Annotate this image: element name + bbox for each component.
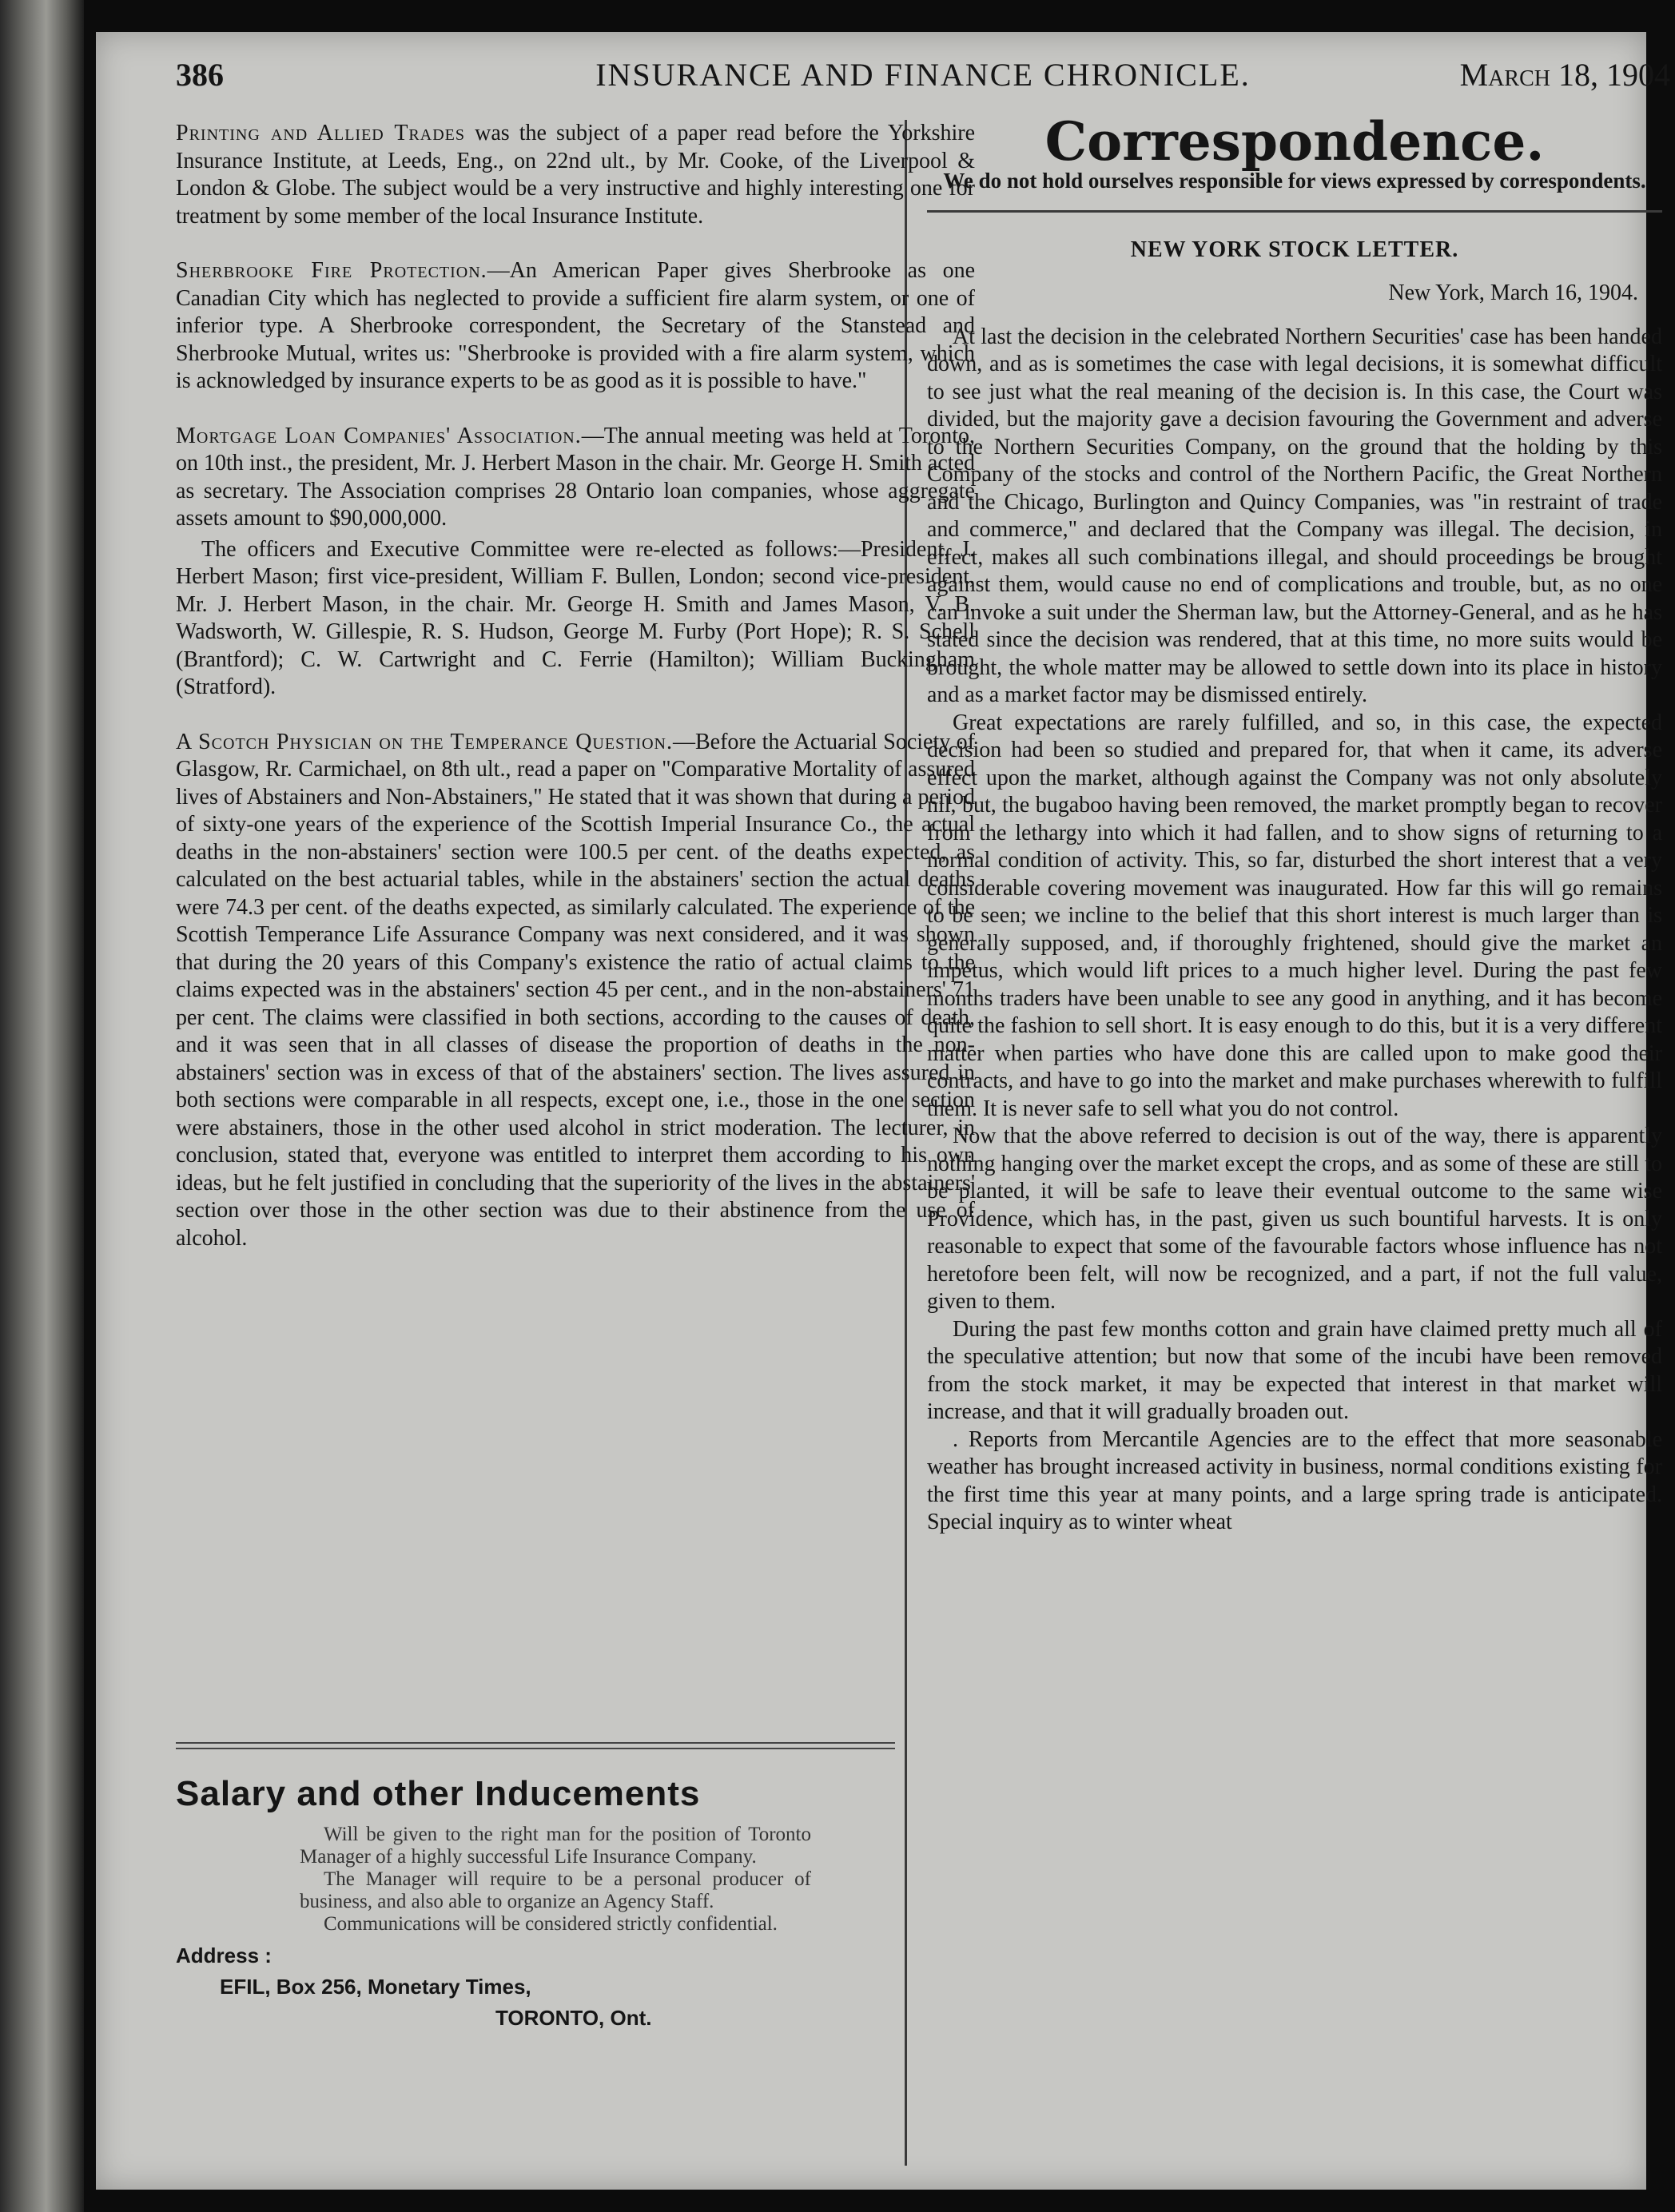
article-printing bbox=[176, 120, 975, 230]
letter-paragraph: Now that the above referred to decision is out of the way, there is apparently nothing hanging over the market except the crops, and as some of these are still to be planted, it will be safe to leave their eventual outcome to the same wise Providence, which has, in the past, given us such bountiful harvests. It is only reasonable to expect that some of the favourable factors whose influence has not heretofore been felt, will now be recognized, and a part, if not the full value, given to them. bbox=[927, 1124, 1662, 1314]
article-title: NEW YORK STOCK LETTER. bbox=[1130, 237, 1459, 262]
section-title: Correspondence. bbox=[1044, 110, 1545, 173]
ad-address bbox=[176, 1943, 895, 2031]
article-lead: Printing and Allied Trades bbox=[176, 121, 465, 145]
article-lead: Sherbrooke Fire Protection. bbox=[176, 258, 487, 283]
article-text: —An American Paper gives Sherbrooke as one Canadian City which has neglected to provide a sufficient fire alarm system, or one of inferior type. A Sherbrooke correspondent, the Secretary of the Stanstead and Sherbrooke Mutual, writes us: "Sherbrooke is provided with a fire alarm system, which is acknowledged by insurance experts to be as good as it is possible to have." bbox=[176, 258, 975, 393]
journal-title: INSURANCE AND FINANCE CHRONICLE. bbox=[595, 57, 1251, 93]
article-text: —Before the Actuarial Society of Glasgow, Rr. Carmichael, on 8th ult., read a paper on "Comparative Mortality of assured lives of Abstainers and Non-Abstainers," He stated that it was shown that during a period of sixty-one years of the experience of the Scottish Imperial Insurance Co., the actual deaths in the non-abstainers' section were 100.5 per cent. of the deaths expected, as calculated on the best actuarial tables, while in the abstainers' section the actual deaths were 74.3 per cent. of the deaths expected, as similarly calculated. The experience of the Scottish Temperance Life Assurance Company was next considered, and it was shown that during the 20 years of this Company's existence the ratio of actual claims to the claims expected was in the abstainers' section 45 per cent., and in the non-abstainers' 71 per cent. The claims were classified in both sections, according to the causes of death, and it was seen that in all classes of disease the proportion of deaths in the non-abstainers' section was in excess of that of the abstainers' section. The lives assured in both sections were comparable in all respects, except one, i.e., those in the one section were abstainers, those in the other used alcohol in strict moderation. The lecturer, in conclusion, stated that, everyone was entitled to interpret them according to his own ideas, but he felt justified in concluding that the superiority of the lives in the abstainers' section over those in the other section was due to their abstinence from the use of alcohol. bbox=[176, 729, 975, 1251]
letter-paragraph: At last the decision in the celebrated Northern Securities' case has been handed down, and as is sometimes the case with legal decisions, it is somewhat difficult to see just what the real meaning of the decision is. In this case, the Court was divided, but the majority gave a decision favouring the Government and adverse to the Northern Securities Company, on the ground that the holding by this Company of the stocks and control of the Northern Pacific, the Great Northern and the Chicago, Burlington and Quincy Companies, was "in restraint of trade and commerce," and declared that the Company was illegal. The decision, in effect, makes all such combinations illegal, and should proceedings be brought against them, would cause no end of complications and trouble, but, as no one can invoke a suit under the Sherman law, but the Attorney-General, and as he has stated since the decision was rendered, that at this time, no more suits would be brought, the whole matter may be allowed to settle down into its place in history and as a market factor may be dismissed entirely. bbox=[927, 324, 1662, 707]
article-mortgage bbox=[176, 423, 975, 533]
advertisement bbox=[176, 1774, 895, 2031]
ad-paragraph: Will be given to the right man for the position of Toronto Manager of a highly successful Life Insurance Company. bbox=[300, 1824, 811, 1868]
article-lead: A Scotch Physician on the Temperance Question. bbox=[176, 729, 673, 754]
ad-paragraph: Communications will be considered strictly confidential. bbox=[324, 1913, 778, 1935]
section-rule bbox=[927, 210, 1662, 213]
article-sherbrooke bbox=[176, 257, 975, 396]
page-header bbox=[176, 56, 1670, 104]
dateline: New York, March 16, 1904. bbox=[1388, 280, 1638, 305]
page-number: 386 bbox=[176, 57, 224, 93]
right-column bbox=[927, 110, 1662, 1537]
article-scotch bbox=[176, 729, 975, 1253]
article-lead: Mortgage Loan Companies' Association. bbox=[176, 423, 582, 448]
ad-title: Salary and other Inducements bbox=[176, 1774, 701, 1813]
ad-paragraph: The Manager will require to be a personal producer of business, and also able to organize an Agency Staff. bbox=[300, 1868, 811, 1912]
letter-paragraph: . Reports from Mercantile Agencies are to the effect that more seasonable weather has brought increased activity in business, normal conditions existing for the first time this year at many points, and a large spring trade is anticipated. Special inquiry as to winter wheat bbox=[927, 1426, 1662, 1534]
editorial-disclaimer: We do not hold ourselves responsible for views expressed by correspondents. bbox=[943, 168, 1646, 193]
article-text: —The annual meeting was held at Toronto, on 10th inst., the president, Mr. J. Herbert Mason in the chair. Mr. George H. Smith acted as secretary. The Association comprises 28 Ontario loan companies, whose aggregate assets amount to $90,000,000. bbox=[176, 423, 975, 531]
letter-paragraph: During the past few months cotton and grain have claimed pretty much all of the speculative attention; but now that some of the incubi have been removed from the stock market, it may be expected that interest in that market will increase, and that it will gradually broaden out. bbox=[927, 1316, 1662, 1424]
article-mortgage-officers: The officers and Executive Committee were re-elected as follows:—President, J. Herbert Mason; first vice-president, William F. Bullen, London; second vice-president, Mr. J. Herbert Mason, in the chair. Mr. George H. Smith and James Mason, V. B. Wadsworth, W. Gillespie, R. S. Hudson, George M. Furby (Port Hope); R. S. Schell (Brantford); C. W. Cartwright and C. Ferrie (Hamilton); William Buckingham (Stratford). bbox=[176, 536, 975, 699]
ad-address-city: TORONTO, Ont. bbox=[495, 2006, 652, 2030]
book-binding bbox=[0, 0, 84, 2212]
letter-paragraph: Great expectations are rarely fulfilled, and so, in this case, the expected decision had been so studied and prepared for, that when it came, its adverse effect upon the market, although against the Company was not only absolutely nil, but, the bugaboo having been removed, the market promptly began to recover from the lethargy into which it had fallen, and to show signs of returning to a normal condition of activity. This, so far, disturbed the short interest that a very considerable covering movement was inaugurated. How far this will go remains to be seen; we incline to the belief that this short interest is much larger than is generally supposed, and, if thoroughly frightened, should give the market an impetus, which would lift prices to a much higher level. During the past few months traders have been unable to see any good in anything, and it has become quite the fashion to sell short. It is easy enough to do this, but it is a very different matter when parties who have done this are called upon to make good their contracts, and have to go into the market and make purchases wherewith to fulfill them. It is never safe to sell what you do not control. bbox=[927, 710, 1662, 1121]
newspaper-page bbox=[96, 32, 1670, 2190]
left-column bbox=[176, 120, 975, 1279]
ad-address-line: EFIL, Box 256, Monetary Times, bbox=[220, 1975, 531, 1999]
issue-date: March 18, 1904 bbox=[1459, 57, 1670, 93]
ad-rule bbox=[176, 1742, 895, 1749]
ad-body bbox=[300, 1824, 811, 1936]
article-text: was the subject of a paper read before the Yorkshire Insurance Institute, at Leeds, Eng., on 22nd ult., by Mr. Cooke, of the Liverpool & London & Globe. The subject would be a very instructive and highly interesting one for treatment by some member of the local Insurance Institute. bbox=[176, 121, 976, 229]
ad-address-label: Address : bbox=[176, 1943, 272, 1967]
